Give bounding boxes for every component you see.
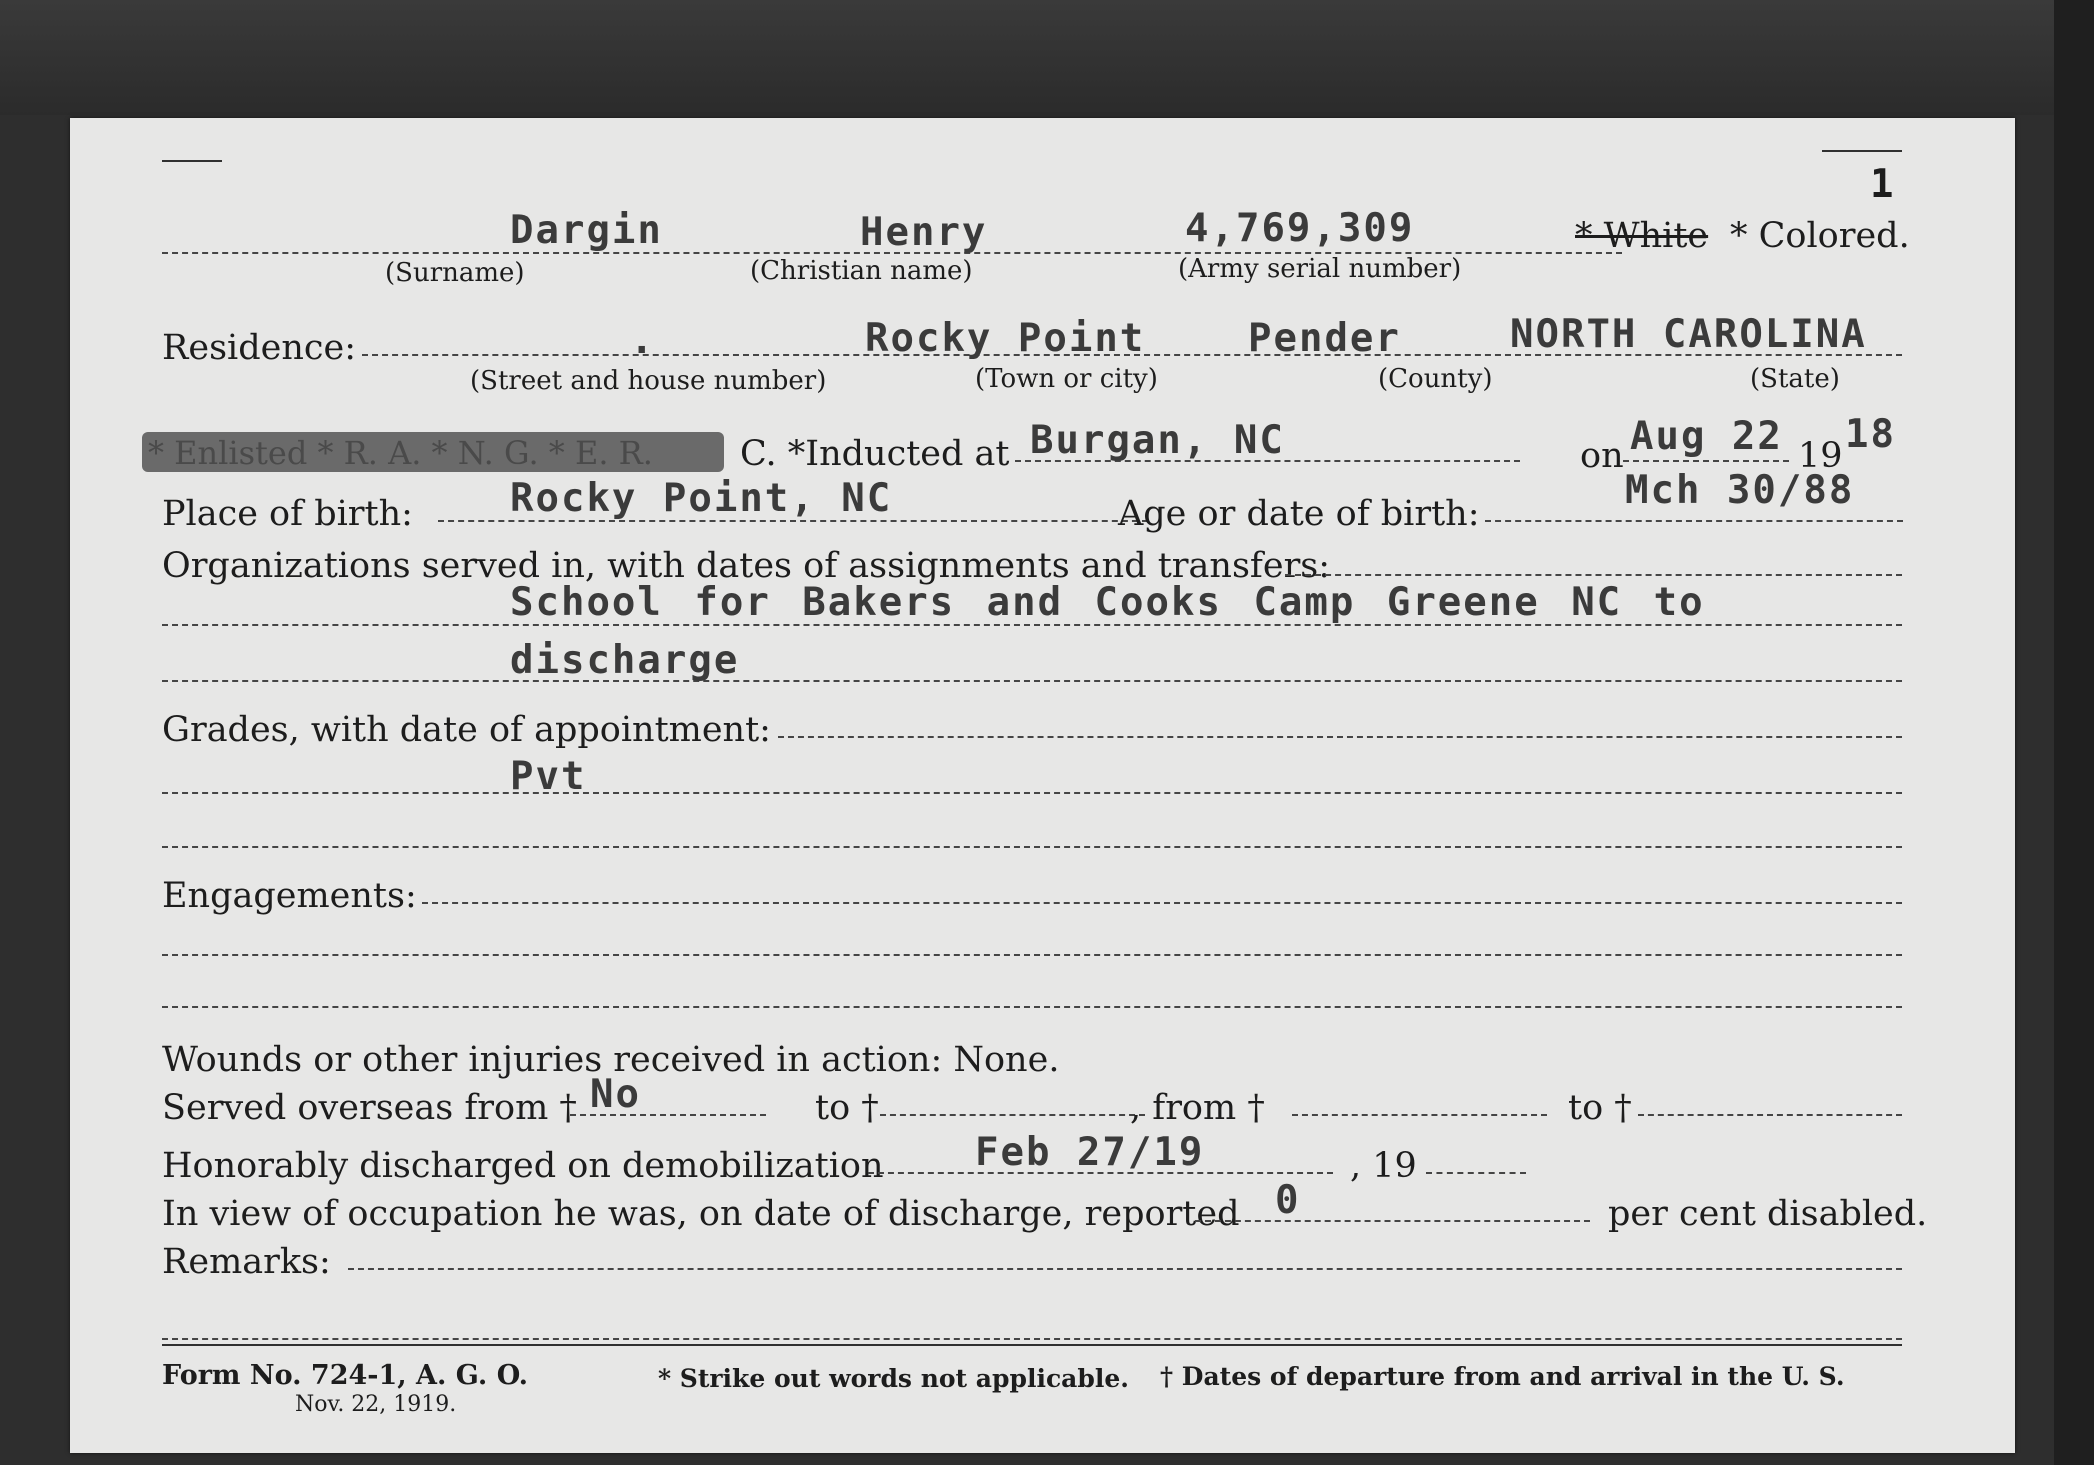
- discharge-label: Honorably discharged on demobilization: [162, 1146, 884, 1186]
- dates-note: † Dates of departure from and arrival in the U. S.: [1160, 1362, 1845, 1391]
- discharge-year-line: [1426, 1172, 1526, 1174]
- discharge-year-label: , 19: [1350, 1146, 1417, 1186]
- form-date: Nov. 22, 1919.: [295, 1392, 457, 1414]
- age-value: Mch 30/88: [1625, 468, 1855, 513]
- disability-line: [1195, 1220, 1590, 1222]
- scan-background-top: [0, 0, 2094, 115]
- overseas-from-value: No: [590, 1072, 641, 1117]
- inducted-place-value: Burgan, NC: [1030, 418, 1285, 463]
- colored-option: * Colored.: [1730, 216, 1910, 256]
- christian-name-caption: (Christian name): [750, 256, 973, 286]
- grades-value: Pvt: [510, 754, 587, 799]
- engagements-line-2: [162, 1006, 1902, 1008]
- scan-background-right: [2054, 0, 2094, 1465]
- top-right-rule: [1822, 150, 1902, 152]
- residence-label: Residence:: [162, 328, 356, 368]
- disability-value: 0: [1275, 1178, 1301, 1223]
- organizations-line-0: [1285, 574, 1902, 576]
- age-line: [1485, 520, 1903, 522]
- card-number: 1: [1870, 162, 1896, 207]
- remarks-line-1: [162, 1338, 1902, 1340]
- residence-town-value: Rocky Point: [865, 316, 1146, 361]
- redacted-enlistment-options: * Enlisted * R. A. * N. G. * E. R.: [142, 432, 724, 472]
- footer-rule: [162, 1344, 1902, 1346]
- grades-label: Grades, with date of appointment:: [162, 710, 771, 750]
- inducted-label: C. *Inducted at: [740, 434, 1010, 474]
- surname-value: Dargin: [510, 208, 663, 253]
- residence-county-value: Pender: [1248, 316, 1401, 361]
- grades-line-2: [162, 846, 1902, 848]
- overseas-to2-label: to †: [1568, 1088, 1632, 1128]
- overseas-to-line: [880, 1114, 1145, 1116]
- organizations-line-2: [162, 680, 1902, 682]
- place-of-birth-value: Rocky Point, NC: [510, 476, 893, 521]
- grades-line-1: [162, 792, 1902, 794]
- street-caption: (Street and house number): [470, 366, 827, 396]
- inducted-year-value: 18: [1845, 412, 1896, 457]
- organizations-value-2: discharge: [510, 638, 740, 683]
- service-record-card: [70, 118, 2015, 1453]
- residence-street-value: .: [630, 318, 656, 363]
- discharge-date-value: Feb 27/19: [975, 1130, 1205, 1175]
- organizations-label: Organizations served in, with dates of assignments and transfers:: [162, 546, 1331, 586]
- inducted-on-label: on: [1580, 436, 1624, 476]
- place-of-birth-label: Place of birth:: [162, 494, 413, 534]
- inducted-date-value: Aug 22: [1630, 414, 1783, 459]
- surname-caption: (Surname): [385, 258, 525, 288]
- overseas-to2-line: [1638, 1114, 1902, 1116]
- engagements-line-0: [422, 902, 1902, 904]
- residence-state-value: NORTH CAROLINA: [1510, 312, 1867, 357]
- top-left-rule: [162, 160, 222, 162]
- disability-suffix: per cent disabled.: [1608, 1194, 1928, 1234]
- county-caption: (County): [1378, 364, 1493, 394]
- wounds-text: Wounds or other injuries received in action: None.: [162, 1040, 1060, 1080]
- inducted-date-line: [1623, 460, 1789, 462]
- town-caption: (Town or city): [975, 364, 1158, 394]
- white-option: * White: [1575, 216, 1709, 256]
- remarks-line-0: [348, 1268, 1902, 1270]
- remarks-label: Remarks:: [162, 1242, 331, 1282]
- form-number: Form No. 724-1, A. G. O.: [162, 1360, 529, 1391]
- overseas-to-label: to †: [815, 1088, 879, 1128]
- inducted-year-prefix: 19: [1798, 436, 1843, 476]
- overseas-from2-line: [1292, 1114, 1547, 1116]
- serial-number-value: 4,769,309: [1185, 206, 1415, 251]
- overseas-from2-label: , from †: [1130, 1088, 1265, 1128]
- disability-label: In view of occupation he was, on date of discharge, reported: [162, 1194, 1240, 1234]
- state-caption: (State): [1750, 364, 1840, 394]
- strike-out-note: * Strike out words not applicable.: [658, 1364, 1129, 1393]
- age-label: Age or date of birth:: [1118, 494, 1480, 534]
- engagements-label: Engagements:: [162, 876, 417, 916]
- serial-number-caption: (Army serial number): [1178, 254, 1462, 284]
- organizations-value-1: School for Bakers and Cooks Camp Greene NC to: [510, 580, 1705, 625]
- overseas-label: Served overseas from †: [162, 1088, 577, 1128]
- grades-line-0: [778, 736, 1902, 738]
- christian-name-value: Henry: [860, 210, 988, 255]
- engagements-line-1: [162, 954, 1902, 956]
